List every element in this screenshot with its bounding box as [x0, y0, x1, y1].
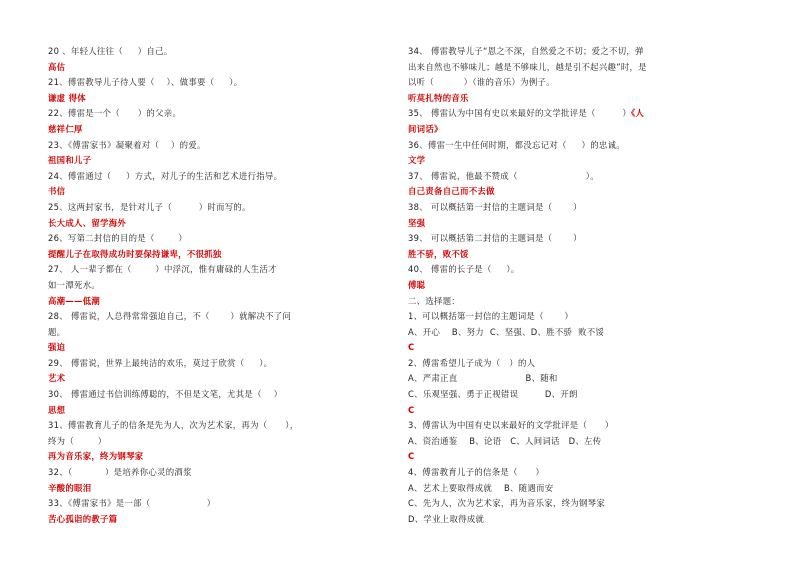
- question-text: 35、 傅雷认为中国有史以来最好的文学批评是（ ）: [408, 108, 632, 119]
- answer-text: C: [408, 404, 415, 415]
- text-line: [408, 512, 744, 528]
- answer-line: 高潮——低潮: [48, 295, 101, 306]
- question-line: 20 、年轻人往往（ ）自己。: [48, 46, 173, 56]
- question-text: 2、傅雷希望儿子成为（ ）的人: [408, 357, 536, 368]
- text-line: [408, 91, 744, 107]
- question-text: 出来自然也不够味儿；越是不够味儿，越是引不起兴趣”时，是: [408, 61, 647, 72]
- answer-line: 高估: [48, 61, 66, 72]
- question-text: 二、选择题：: [408, 295, 461, 306]
- answer-text: 听莫扎特的音乐: [408, 92, 469, 103]
- text-line: [408, 44, 744, 60]
- answer-line: 谦虚 得体: [48, 92, 86, 103]
- answer-line: 苦心孤诣的教子篇: [48, 513, 118, 524]
- text-line: [408, 216, 744, 232]
- question-text: A、严肃正直 B、随和: [408, 373, 558, 384]
- text-line: [408, 262, 744, 278]
- text-line: [408, 60, 744, 76]
- question-line: 33、《傅雷家书》是一部（ ）: [48, 498, 216, 509]
- answer-text: C: [408, 451, 415, 462]
- question-line: 23、《傅雷家书》凝聚着对（ ）的爱。: [48, 139, 206, 150]
- question-line: 24、傅雷通过（ ）方式，对儿子的生活和艺术进行指导。: [48, 170, 283, 181]
- text-line: [408, 200, 744, 216]
- answer-line: 再为音乐家，终为钢琴家: [48, 451, 144, 462]
- text-line: [408, 403, 744, 419]
- answer-line: 提醒儿子在取得成功时要保持谦卑，不很抓独: [48, 248, 222, 259]
- answer-text: 《人: [631, 108, 645, 119]
- answer-text: 坚强: [408, 217, 426, 228]
- text-line: [408, 481, 744, 497]
- question-text: 4、傅雷教育儿子的信条是（ ）: [408, 467, 545, 478]
- answer-line: 艺术: [48, 373, 66, 384]
- question-line: 28、 傅雷说，人总得常常强迫自己，不（ ）就解决不了问: [48, 311, 292, 322]
- answer-text: 自己责备自己而不去做: [408, 186, 495, 197]
- question-text: A、资治通鉴 B、论语 C、人间词话 D、左传: [408, 435, 602, 446]
- text-line: [408, 325, 744, 341]
- question-line: 29、 傅雷说，世界上最纯洁的欢乐，莫过于欣赏（ ）。: [48, 357, 273, 368]
- question-line: 31、傅雷教育儿子的信条是先为人，次为艺术家，再为（ ），: [48, 420, 299, 431]
- answer-line: 思想: [48, 404, 66, 415]
- question-text: 34、 傅雷教导儿子“恩之不深，自然爱之不切；爱之不切，弹: [408, 46, 644, 56]
- question-line: 如一潭死水。: [48, 279, 101, 290]
- answer-line: 长大成人、留学海外: [48, 217, 127, 228]
- question-text: 1、可以概括第一封信的主题词是（ ）: [408, 311, 574, 322]
- question-text: 3、傅雷认为中国有史以来最好的文学批评是（ ）: [408, 420, 614, 431]
- text-line: [408, 247, 744, 263]
- answer-line: 慈祥仁厚: [48, 123, 83, 134]
- question-text: A、艺术上要取得成就 B、随遇而安: [408, 482, 554, 493]
- text-line: [408, 371, 744, 387]
- text-line: [408, 309, 744, 325]
- text-line: [408, 449, 744, 465]
- text-line: [408, 153, 744, 169]
- text-line: [408, 434, 744, 450]
- text-line: [408, 122, 744, 138]
- text-line: [408, 356, 744, 372]
- answer-text: 胜不骄，败不馁: [408, 248, 469, 259]
- text-line: [408, 138, 744, 154]
- text-line: [408, 184, 744, 200]
- answer-text: 傅聪: [408, 279, 426, 290]
- question-line: 27、 人一辈子都在（ ）中浮沉，惟有庸碌的人生活才: [48, 264, 277, 275]
- text-line: [408, 418, 744, 434]
- text-line: [408, 340, 744, 356]
- question-text: 39、 可以概括第二封信的主题词是（ ）: [408, 233, 582, 244]
- question-text: C、先为人，次为艺术家，再为音乐家，终为钢琴家: [408, 498, 605, 509]
- question-text: A、开心 B、努力 C、坚强、D、胜不骄 败不馁: [408, 326, 605, 337]
- text-line: [408, 231, 744, 247]
- answer-line: 辛酸的眼泪: [48, 482, 92, 493]
- text-line: [408, 294, 744, 310]
- text-line: [408, 169, 744, 185]
- question-line: 25、这两封家书，是针对儿子（ ）时而写的。: [48, 201, 251, 212]
- answer-text: 文学: [408, 155, 426, 166]
- answer-text: C: [408, 342, 415, 353]
- question-line: 30、 傅雷通过书信训练傅聪的，不但是文笔，尤其是（ ）: [48, 389, 283, 400]
- question-text: 36、傅雷一生中任何时期，都没忘记对（ ）的忠诚。: [408, 139, 625, 150]
- text-line: [408, 496, 744, 512]
- text-line: [408, 278, 744, 294]
- question-line: 题。: [48, 326, 66, 337]
- text-line: [408, 106, 744, 122]
- answer-line: 书信: [48, 186, 66, 197]
- question-line: 22、傅雷是一个（ ）的父亲。: [48, 108, 182, 119]
- question-line: 32、（ ）是培养你心灵的酒浆: [48, 467, 192, 478]
- text-line: [408, 387, 744, 403]
- answer-text: 间词话》: [408, 123, 443, 134]
- text-line: [408, 75, 744, 91]
- text-line: [408, 465, 744, 481]
- question-text: D、学业上取得成就: [408, 513, 485, 524]
- question-text: 38、 可以概括第一封信的主题词是（ ）: [408, 201, 582, 212]
- question-line: 21、傅雷教导儿子待人要（ ）、做事要（ ）。: [48, 77, 243, 88]
- question-text: 以听（ ）（谁的音乐）为例子。: [408, 77, 555, 88]
- answer-line: 祖国和儿子: [48, 155, 92, 166]
- question-text: 37、 傅雷说，他最不赞成（ ）。: [408, 170, 599, 181]
- question-line: 26、写第二封信的目的是（ ）: [48, 233, 188, 244]
- right-column: [408, 44, 744, 527]
- left-column: [48, 44, 383, 527]
- answer-line: 强迫: [48, 342, 66, 353]
- question-text: 40、 傅雷的长子是（ ）。: [408, 264, 520, 275]
- question-text: C、乐观坚强、勇于正视错误 D、开朗: [408, 389, 578, 400]
- question-line: 终为（ ）: [48, 435, 107, 446]
